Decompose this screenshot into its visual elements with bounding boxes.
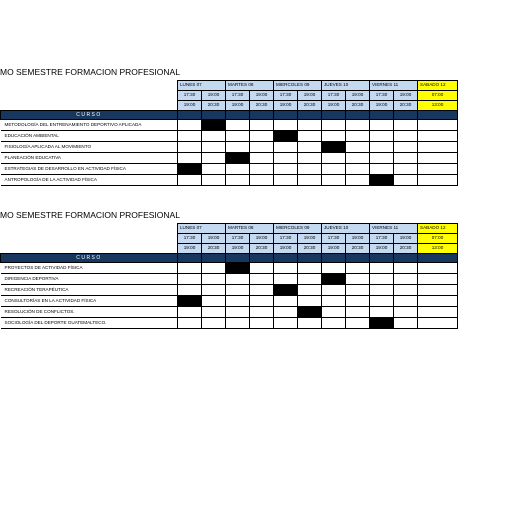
schedule-slot — [418, 285, 458, 296]
time-cell: 17:30 — [178, 234, 202, 244]
curso-header-fill — [202, 254, 226, 263]
course-name: EDUCACIÓN AMBIENTAL — [1, 131, 178, 142]
schedule-slot-filled — [226, 263, 250, 274]
day-header: MIERCOLES 09 — [274, 224, 322, 234]
time-cell: 19:00 — [250, 234, 274, 244]
time-cell: 19:00 — [274, 244, 298, 254]
time-cell: 20:30 — [394, 244, 418, 254]
schedule-slot — [202, 274, 226, 285]
curso-header-fill — [298, 254, 322, 263]
schedule-table — [0, 80, 458, 186]
schedule-slot — [322, 120, 346, 131]
schedule-slot — [298, 164, 322, 175]
schedule-slot — [418, 175, 458, 186]
day-header: VIERNES 11 — [370, 224, 418, 234]
day-header: MARTES 08 — [226, 81, 274, 91]
course-row — [1, 175, 458, 186]
schedule-slot — [322, 307, 346, 318]
schedule-slot — [346, 120, 370, 131]
schedule-slot — [394, 285, 418, 296]
schedule-slot — [370, 142, 394, 153]
time-cell-saturday: 13:00 — [418, 101, 458, 111]
schedule-slot — [202, 318, 226, 329]
course-name: PLANEACIÓN EDUCATIVA — [1, 153, 178, 164]
schedule-slot — [322, 153, 346, 164]
curso-header-fill — [394, 111, 418, 120]
curso-header-fill — [322, 111, 346, 120]
schedule-slot — [418, 142, 458, 153]
time-cell: 20:30 — [394, 101, 418, 111]
curso-header-fill — [322, 254, 346, 263]
schedule-slot — [250, 307, 274, 318]
time-cell: 19:00 — [226, 244, 250, 254]
time-cell: 19:00 — [346, 91, 370, 101]
schedule-slot — [346, 142, 370, 153]
schedule-slot — [298, 153, 322, 164]
schedule-slot — [298, 285, 322, 296]
day-header: LUNES 07 — [178, 224, 226, 234]
schedule-slot — [226, 318, 250, 329]
schedule-slot — [394, 263, 418, 274]
schedule-slot — [370, 274, 394, 285]
schedule-slot — [418, 307, 458, 318]
schedule-slot — [178, 318, 202, 329]
header-spacer — [1, 81, 178, 91]
schedule-slot — [346, 131, 370, 142]
schedule-slot — [226, 274, 250, 285]
time-cell: 20:30 — [202, 101, 226, 111]
course-row — [1, 318, 458, 329]
schedule-slot — [370, 120, 394, 131]
time-cell: 17:30 — [178, 91, 202, 101]
schedule-slot-filled — [226, 153, 250, 164]
schedule-slot — [250, 318, 274, 329]
time-cell: 19:00 — [178, 101, 202, 111]
course-name: SOCIOLOGÍA DEL DEPORTE GUATEMALTECO. — [1, 318, 178, 329]
schedule-slot — [322, 285, 346, 296]
time-cell: 17:30 — [274, 234, 298, 244]
time-cell-saturday: 13:00 — [418, 244, 458, 254]
schedule-slot — [178, 120, 202, 131]
schedule-slot — [394, 142, 418, 153]
schedule-slot — [322, 263, 346, 274]
schedule-slot — [394, 131, 418, 142]
time-cell: 19:00 — [370, 244, 394, 254]
schedule-slot — [322, 131, 346, 142]
schedule-slot — [418, 164, 458, 175]
schedule-slot — [274, 142, 298, 153]
course-name: FISIOLOGÍA APLICADA AL MOVIMIENTO — [1, 142, 178, 153]
course-name: PROYECTOS DE ACTIVIDAD FÍSICA — [1, 263, 178, 274]
schedule-table — [0, 223, 458, 329]
schedule-slot — [202, 164, 226, 175]
schedule-slot — [226, 285, 250, 296]
header-spacer — [1, 244, 178, 254]
time-cell: 19:00 — [226, 101, 250, 111]
schedule-slot — [298, 318, 322, 329]
time-cell: 17:30 — [370, 91, 394, 101]
time-cell: 20:30 — [250, 244, 274, 254]
course-row — [1, 164, 458, 175]
curso-header-fill — [178, 254, 202, 263]
time-cell: 17:30 — [370, 234, 394, 244]
course-row — [1, 142, 458, 153]
course-name: METODOLOGÍA DEL ENTRENAMIENTO DEPORTIVO APLICADA — [1, 120, 178, 131]
schedule-slot — [226, 164, 250, 175]
time-cell: 19:00 — [346, 234, 370, 244]
schedule-slot-filled — [178, 164, 202, 175]
curso-header-fill — [298, 111, 322, 120]
schedule-slot — [250, 263, 274, 274]
course-row — [1, 307, 458, 318]
schedule-slot — [250, 131, 274, 142]
schedule-slot — [202, 307, 226, 318]
schedule-slot — [226, 120, 250, 131]
schedule-slot — [418, 131, 458, 142]
curso-header-fill — [202, 111, 226, 120]
day-header: LUNES 07 — [178, 81, 226, 91]
schedule-slot — [178, 142, 202, 153]
schedule-slot — [346, 307, 370, 318]
course-row — [1, 274, 458, 285]
schedule-slot — [298, 263, 322, 274]
schedule-slot — [346, 274, 370, 285]
curso-header-fill — [250, 111, 274, 120]
schedule-slot — [250, 296, 274, 307]
schedule-slot — [250, 153, 274, 164]
schedule-slot — [178, 175, 202, 186]
time-cell: 19:00 — [202, 91, 226, 101]
day-header-saturday: SABADO 12 — [418, 81, 458, 91]
schedule-slot — [418, 296, 458, 307]
header-spacer — [1, 91, 178, 101]
curso-header-fill — [178, 111, 202, 120]
course-name: RESOLUCIÓN DE CONFLICTOS. — [1, 307, 178, 318]
curso-header: CURSO — [1, 254, 178, 263]
schedule-slot — [226, 175, 250, 186]
time-cell: 19:00 — [322, 101, 346, 111]
schedule-slot — [178, 274, 202, 285]
day-header: MARTES 08 — [226, 224, 274, 234]
schedule-slot — [394, 153, 418, 164]
header-spacer — [1, 101, 178, 111]
curso-header-fill — [226, 254, 250, 263]
time-cell: 20:30 — [298, 101, 322, 111]
schedule-slot — [322, 175, 346, 186]
schedule-slot — [250, 285, 274, 296]
curso-header-fill — [418, 254, 458, 263]
schedule-slot — [370, 131, 394, 142]
curso-header-fill — [394, 254, 418, 263]
schedule-slot — [298, 142, 322, 153]
time-cell: 20:30 — [346, 101, 370, 111]
schedule-slot-filled — [202, 120, 226, 131]
time-cell: 20:30 — [202, 244, 226, 254]
schedule-slot — [346, 153, 370, 164]
schedule-slot — [226, 307, 250, 318]
schedule-slot — [370, 263, 394, 274]
schedule-slot — [298, 120, 322, 131]
schedule-slot — [178, 153, 202, 164]
schedule-slot — [178, 307, 202, 318]
schedule-slot — [346, 296, 370, 307]
schedule-slot-filled — [322, 274, 346, 285]
schedule-slot — [202, 153, 226, 164]
schedule-slot-filled — [370, 318, 394, 329]
time-cell: 19:00 — [274, 101, 298, 111]
curso-header: CURSO — [1, 111, 178, 120]
schedule-slot — [298, 175, 322, 186]
schedule-slot — [394, 296, 418, 307]
schedule-slot — [274, 120, 298, 131]
time-cell-saturday: 07:00 — [418, 234, 458, 244]
schedule-slot-filled — [370, 175, 394, 186]
schedule-slot — [322, 296, 346, 307]
time-cell: 17:30 — [226, 91, 250, 101]
course-row — [1, 131, 458, 142]
course-name: ESTRATEGIAS DE DESARROLLO EN ACTIVIDAD FÍSICA — [1, 164, 178, 175]
schedule-slot — [202, 285, 226, 296]
schedule-slot — [250, 120, 274, 131]
schedule-slot-filled — [178, 296, 202, 307]
schedule-slot — [370, 164, 394, 175]
header-spacer — [1, 224, 178, 234]
time-cell: 19:00 — [394, 234, 418, 244]
time-cell: 17:30 — [322, 91, 346, 101]
course-row — [1, 120, 458, 131]
schedule-slot — [418, 318, 458, 329]
time-cell: 17:30 — [322, 234, 346, 244]
time-cell: 19:00 — [298, 234, 322, 244]
schedule-slot — [250, 142, 274, 153]
schedule-slot — [298, 296, 322, 307]
schedule-slot — [178, 131, 202, 142]
schedule-slot — [274, 164, 298, 175]
schedule-slot-filled — [298, 307, 322, 318]
schedule-slot — [274, 153, 298, 164]
schedule-slot — [370, 153, 394, 164]
section-title: MO SEMESTRE FORMACION PROFESIONAL — [0, 67, 180, 77]
schedule-slot — [274, 296, 298, 307]
curso-header-fill — [346, 111, 370, 120]
time-cell: 17:30 — [274, 91, 298, 101]
course-row — [1, 263, 458, 274]
schedule-slot — [274, 318, 298, 329]
time-cell: 19:00 — [394, 91, 418, 101]
schedule-slot — [298, 274, 322, 285]
schedule-slot — [298, 131, 322, 142]
schedule-slot — [202, 131, 226, 142]
curso-header-fill — [274, 254, 298, 263]
schedule-slot — [418, 274, 458, 285]
schedule-slot — [250, 164, 274, 175]
schedule-slot — [394, 274, 418, 285]
course-name: CONSULTORÍAS EN LA ACTIVIDAD FÍSICA — [1, 296, 178, 307]
time-cell: 17:30 — [226, 234, 250, 244]
time-cell: 19:00 — [178, 244, 202, 254]
schedule-slot — [370, 296, 394, 307]
curso-header-fill — [250, 254, 274, 263]
schedule-slot — [346, 175, 370, 186]
curso-header-fill — [226, 111, 250, 120]
schedule-slot — [274, 175, 298, 186]
schedule-slot — [274, 274, 298, 285]
time-cell-saturday: 07:00 — [418, 91, 458, 101]
schedule-slot — [202, 296, 226, 307]
schedule-slot — [418, 263, 458, 274]
day-header: MIERCOLES 09 — [274, 81, 322, 91]
schedule-slot — [346, 285, 370, 296]
day-header-saturday: SABADO 12 — [418, 224, 458, 234]
schedule-slot — [202, 142, 226, 153]
schedule-slot — [394, 307, 418, 318]
day-header: JUEVES 10 — [322, 81, 370, 91]
course-row — [1, 153, 458, 164]
curso-header-fill — [370, 111, 394, 120]
day-header: JUEVES 10 — [322, 224, 370, 234]
curso-header-fill — [274, 111, 298, 120]
schedule-slot-filled — [322, 142, 346, 153]
schedule-slot — [346, 318, 370, 329]
schedule-slot — [418, 120, 458, 131]
schedule-slot — [202, 175, 226, 186]
schedule-slot — [178, 285, 202, 296]
time-cell: 20:30 — [250, 101, 274, 111]
time-cell: 19:00 — [298, 91, 322, 101]
section-title: MO SEMESTRE FORMACION PROFESIONAL — [0, 210, 180, 220]
schedule-slot — [274, 307, 298, 318]
schedule-slot — [346, 263, 370, 274]
schedule-slot — [394, 164, 418, 175]
time-cell: 19:00 — [250, 91, 274, 101]
course-name: RECREACIÓN TERAPÉUTICA — [1, 285, 178, 296]
course-name: DIRIGENCIA DEPORTIVA — [1, 274, 178, 285]
curso-header-fill — [346, 254, 370, 263]
course-row — [1, 296, 458, 307]
time-cell: 20:30 — [298, 244, 322, 254]
time-cell: 19:00 — [202, 234, 226, 244]
schedule-slot — [250, 175, 274, 186]
schedule-slot — [394, 120, 418, 131]
schedule-slot — [322, 164, 346, 175]
curso-header-fill — [370, 254, 394, 263]
schedule-slot — [370, 285, 394, 296]
schedule-slot-filled — [274, 131, 298, 142]
course-row — [1, 285, 458, 296]
header-spacer — [1, 234, 178, 244]
time-cell: 19:00 — [370, 101, 394, 111]
schedule-slot — [226, 131, 250, 142]
schedule-slot — [226, 142, 250, 153]
time-cell: 19:00 — [322, 244, 346, 254]
schedule-slot — [202, 263, 226, 274]
schedule-slot — [226, 296, 250, 307]
time-cell: 20:30 — [346, 244, 370, 254]
schedule-slot — [394, 175, 418, 186]
schedule-slot — [322, 318, 346, 329]
schedule-slot — [274, 263, 298, 274]
curso-header-fill — [418, 111, 458, 120]
schedule-slot — [250, 274, 274, 285]
schedule-slot — [394, 318, 418, 329]
schedule-slot-filled — [274, 285, 298, 296]
schedule-slot — [418, 153, 458, 164]
schedule-slot — [346, 164, 370, 175]
schedule-slot — [370, 307, 394, 318]
course-name: ANTROPOLOGÍA DE LA ACTIVIDAD FÍSICA — [1, 175, 178, 186]
day-header: VIERNES 11 — [370, 81, 418, 91]
schedule-slot — [178, 263, 202, 274]
